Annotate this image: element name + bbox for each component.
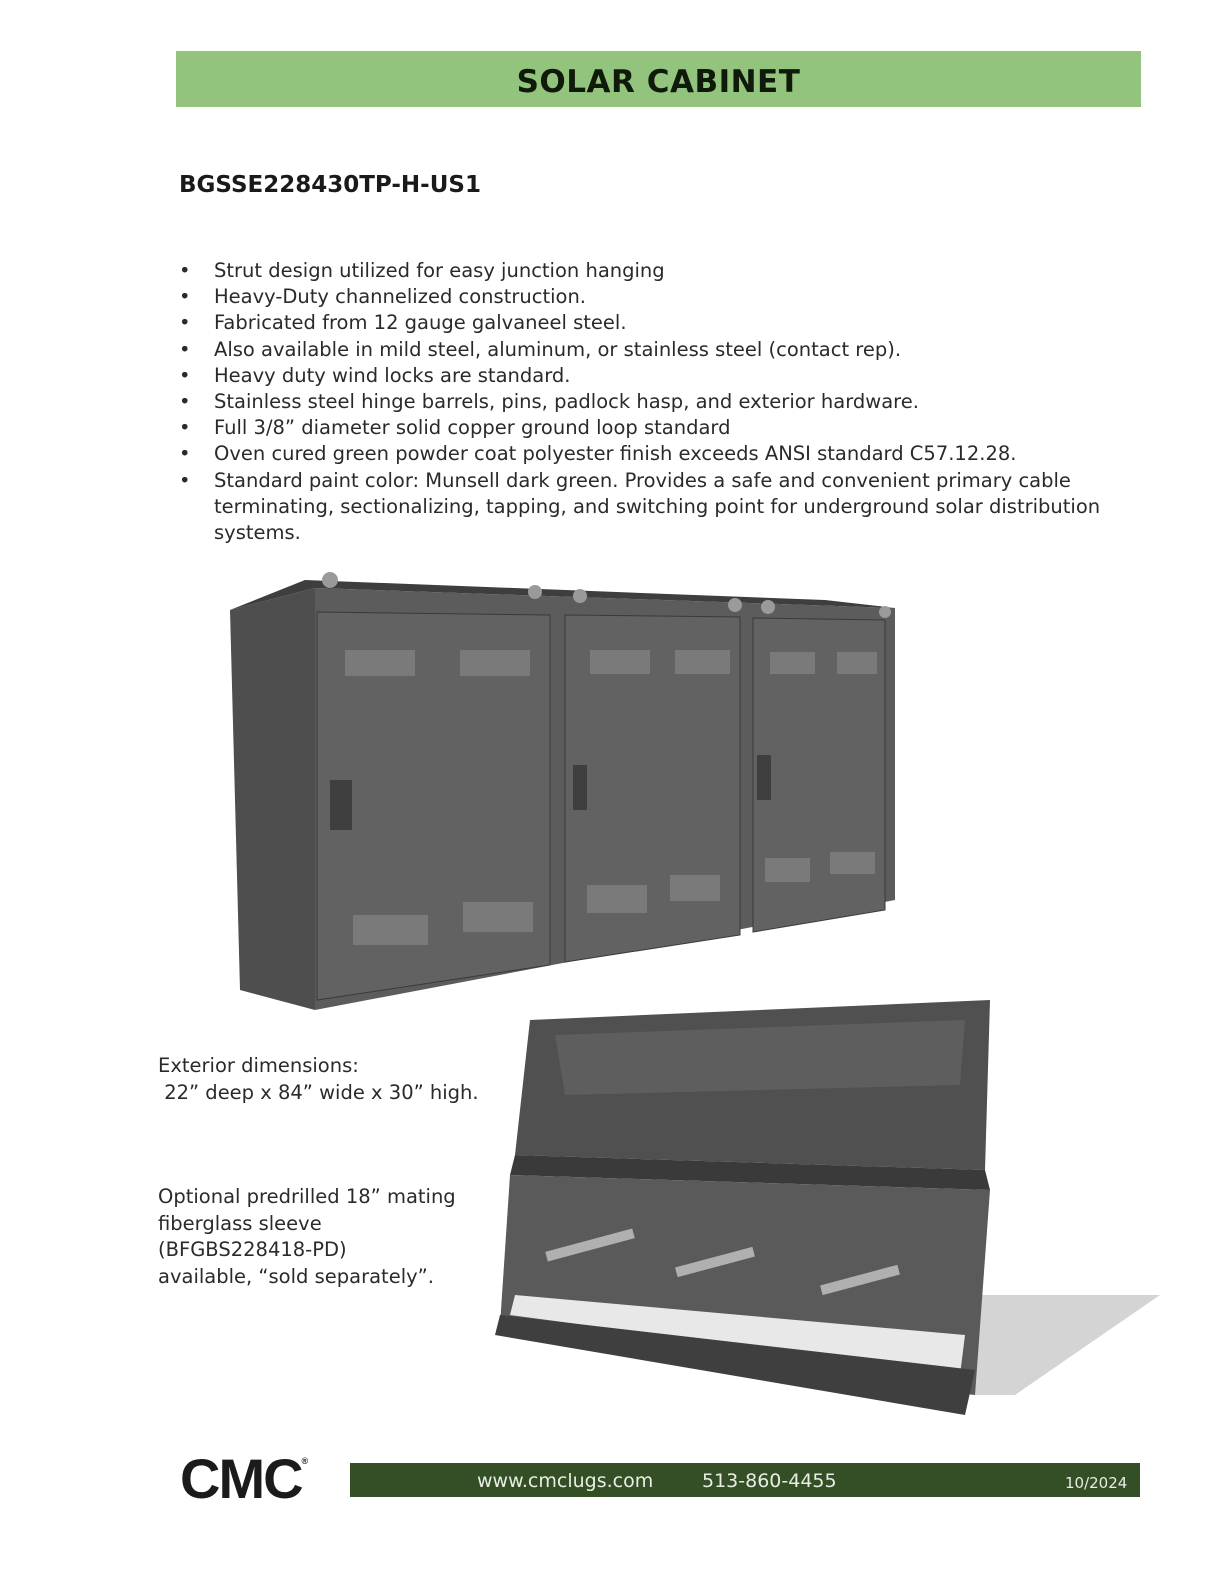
cmc-logo: CMC®	[180, 1447, 307, 1510]
list-item: • Heavy duty wind locks are standard.	[176, 363, 1136, 389]
list-item: • Strut design utilized for easy junction hanging	[176, 258, 1136, 284]
cabinet-closed-image	[225, 570, 905, 1020]
footer-bar	[350, 1463, 1140, 1497]
revision-date: 10/2024	[1065, 1474, 1128, 1492]
dimensions-value: 22” deep x 84” wide x 30” high.	[158, 1081, 479, 1104]
sleeve-note: Optional predrilled 18” mating fiberglass sleeve (BFGBS228418-PD) available, “sold separately”.	[158, 1185, 456, 1288]
website-link[interactable]: www.cmclugs.com	[477, 1470, 654, 1492]
title-banner	[176, 51, 1141, 107]
list-item: • Fabricated from 12 gauge galvaneel steel.	[176, 310, 1136, 336]
page-title: SOLAR CABINET	[516, 64, 801, 100]
part-number: BGSSE228430TP-H-US1	[179, 172, 481, 198]
dimensions-label: Exterior dimensions:	[158, 1054, 359, 1077]
list-item: • Stainless steel hinge barrels, pins, padlock hasp, and exterior hardware.	[176, 389, 1136, 415]
sleeve-open-image	[495, 995, 1165, 1420]
list-item: • Also available in mild steel, aluminum, or stainless steel (contact rep).	[176, 337, 1136, 363]
list-item: • Full 3/8” diameter solid copper ground loop standard	[176, 415, 1136, 441]
list-item: • Heavy-Duty channelized construction.	[176, 284, 1136, 310]
feature-list	[176, 258, 1136, 546]
logo-text: CMC	[180, 1447, 302, 1510]
list-item: • Standard paint color: Munsell dark green. Provides a safe and convenient primary cable terminating, sectionalizing, tapping, and switching point for underground solar distribution systems.	[176, 468, 1136, 547]
phone-number: 513-860-4455	[702, 1470, 837, 1492]
list-item: • Oven cured green powder coat polyester finish exceeds ANSI standard C57.12.28.	[176, 441, 1136, 467]
